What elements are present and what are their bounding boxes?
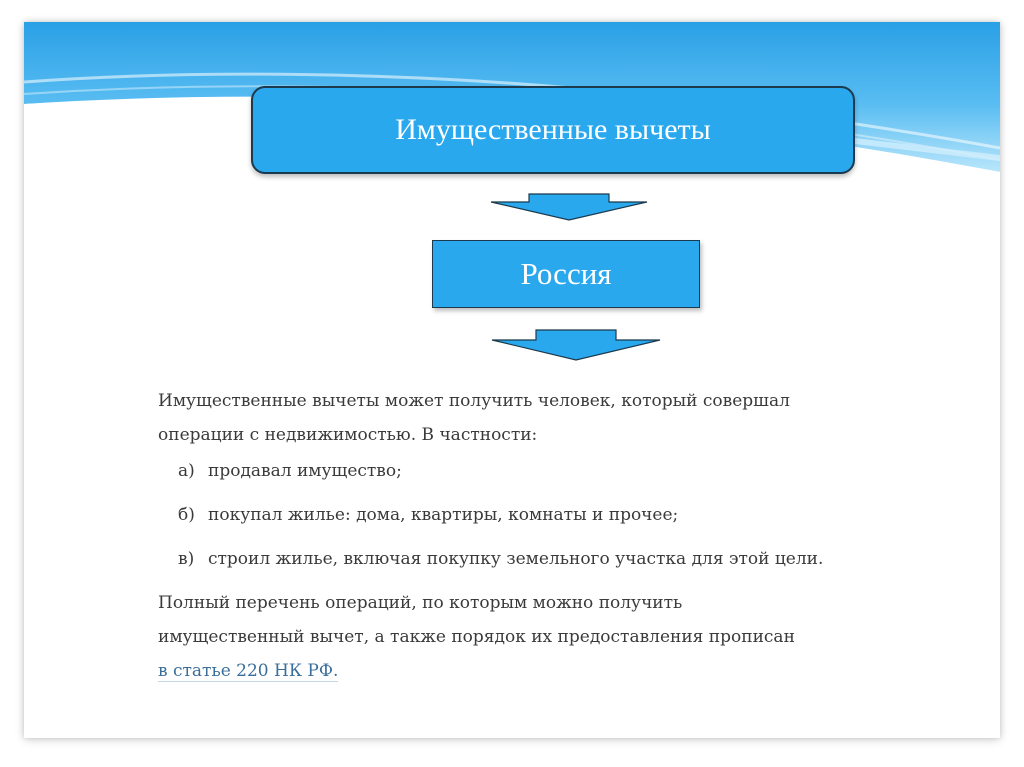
list-item — [158, 542, 918, 576]
slide — [24, 22, 1000, 738]
down-arrow-1-icon — [489, 192, 649, 222]
footer-line-1: Полный перечень операций, по которым можно получить — [158, 593, 683, 613]
list-marker: а) — [178, 461, 195, 481]
list-marker: б) — [178, 505, 195, 525]
intro-paragraph — [158, 384, 918, 452]
list-item-text: строил жилье, включая покупку земельного участка для этой цели. — [208, 549, 824, 569]
intro-line-2: операции с недвижимостью. В частности: — [158, 425, 538, 445]
down-arrow-2-icon — [490, 328, 662, 362]
footer-line-2: имущественный вычет, а также порядок их предоставления прописан — [158, 627, 795, 647]
title-box — [251, 86, 855, 174]
body-text — [158, 384, 918, 688]
intro-line-1: Имущественные вычеты может получить человек, который совершал — [158, 391, 790, 411]
article-220-link[interactable]: в статье 220 НК РФ. — [158, 661, 339, 681]
list-marker: в) — [178, 549, 195, 569]
operations-list — [158, 454, 918, 576]
country-text: Россия — [520, 256, 612, 291]
country-box — [432, 240, 700, 308]
list-item — [158, 454, 918, 488]
list-item-text: покупал жилье: дома, квартиры, комнаты и прочее; — [208, 505, 679, 525]
footer-paragraph — [158, 586, 918, 688]
list-item — [158, 498, 918, 532]
title-text: Имущественные вычеты — [395, 113, 711, 146]
list-item-text: продавал имущество; — [208, 461, 402, 481]
